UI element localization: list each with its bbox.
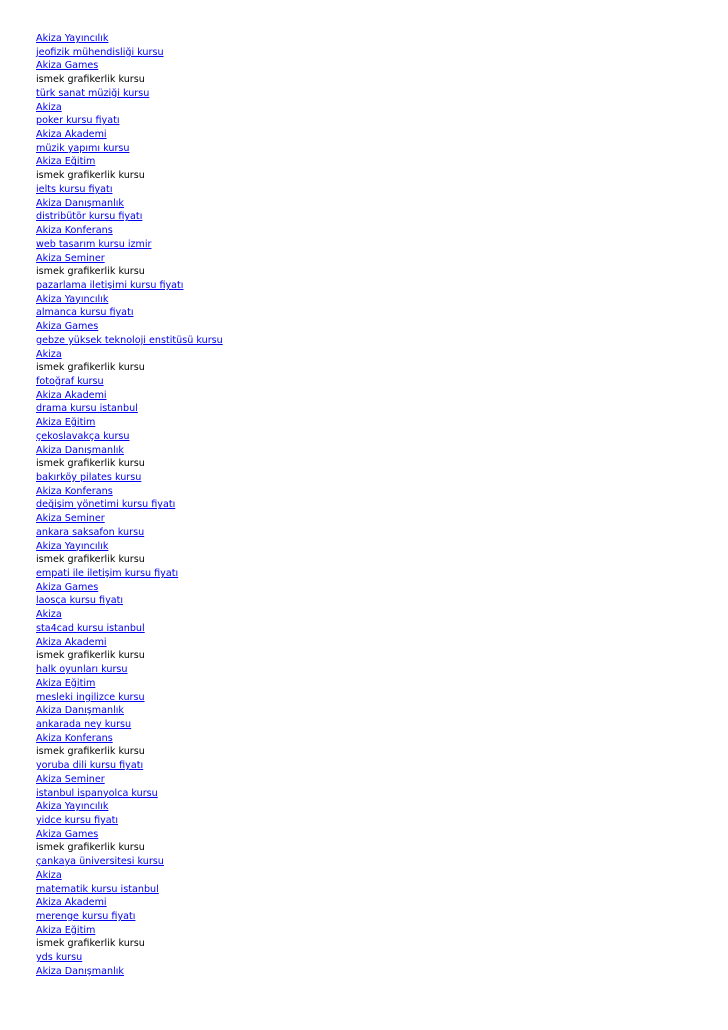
- list-item[interactable]: [36, 855, 728, 869]
- list-item[interactable]: [36, 306, 728, 320]
- list-item: [36, 937, 728, 951]
- list-item-link[interactable]: ankara saksafon kursu: [36, 526, 145, 538]
- list-item-link[interactable]: Akiza Danışmanlık: [36, 705, 124, 717]
- list-item-link[interactable]: Akiza Eğitim: [36, 417, 96, 429]
- list-item[interactable]: [36, 951, 728, 965]
- list-item[interactable]: [36, 416, 728, 430]
- list-item-link[interactable]: değişim yönetimi kursu fiyatı: [36, 499, 176, 511]
- list-item-link[interactable]: fotoğraf kursu: [36, 375, 104, 387]
- list-item-link[interactable]: Akiza Seminer: [36, 252, 105, 264]
- list-item[interactable]: [36, 704, 728, 718]
- list-item: [36, 457, 728, 471]
- list-item-link[interactable]: almanca kursu fiyatı: [36, 307, 134, 319]
- list-item[interactable]: [36, 375, 728, 389]
- list-item[interactable]: [36, 540, 728, 554]
- link-list: [36, 32, 728, 979]
- list-item-link[interactable]: Akiza Danışmanlık: [36, 965, 124, 977]
- list-item[interactable]: [36, 498, 728, 512]
- list-item-link[interactable]: drama kursu istanbul: [36, 403, 138, 415]
- list-item[interactable]: [36, 718, 728, 732]
- list-item-link[interactable]: sta4cad kursu istanbul: [36, 622, 145, 634]
- list-item[interactable]: [36, 567, 728, 581]
- list-item-text: ismek grafikerlik kursu: [36, 362, 145, 374]
- list-item-link[interactable]: Akiza Games: [36, 60, 99, 72]
- list-item[interactable]: [36, 402, 728, 416]
- list-item-text: ismek grafikerlik kursu: [36, 650, 145, 662]
- list-item[interactable]: [36, 293, 728, 307]
- list-item[interactable]: [36, 32, 728, 46]
- list-item-link[interactable]: Akiza Akademi: [36, 389, 107, 401]
- list-item[interactable]: [36, 828, 728, 842]
- list-item-link[interactable]: Akiza Yayıncılık: [36, 801, 109, 813]
- list-item-link[interactable]: poker kursu fiyatı: [36, 115, 120, 127]
- list-item[interactable]: [36, 46, 728, 60]
- list-item-link[interactable]: Akiza Yayıncılık: [36, 293, 109, 305]
- list-item-link[interactable]: jeofizik mühendisliği kursu: [36, 46, 164, 58]
- list-item-link[interactable]: Akiza Eğitim: [36, 677, 96, 689]
- list-item-link[interactable]: Akiza Seminer: [36, 773, 105, 785]
- list-item-link[interactable]: ielts kursu fiyatı: [36, 183, 113, 195]
- list-item[interactable]: [36, 677, 728, 691]
- list-item[interactable]: [36, 896, 728, 910]
- list-item[interactable]: [36, 512, 728, 526]
- list-item[interactable]: [36, 622, 728, 636]
- list-item[interactable]: [36, 608, 728, 622]
- list-item[interactable]: [36, 663, 728, 677]
- list-item: [36, 649, 728, 663]
- list-item-link[interactable]: laosça kursu fiyatı: [36, 595, 124, 607]
- list-item[interactable]: [36, 224, 728, 238]
- list-item[interactable]: [36, 279, 728, 293]
- list-item[interactable]: [36, 965, 728, 979]
- list-item-link[interactable]: yidce kursu fiyatı: [36, 814, 119, 826]
- list-item[interactable]: [36, 114, 728, 128]
- list-item-link[interactable]: gebze yüksek teknoloji enstitüsü kursu: [36, 334, 223, 346]
- list-item[interactable]: [36, 787, 728, 801]
- list-item[interactable]: [36, 128, 728, 142]
- list-item[interactable]: [36, 197, 728, 211]
- list-item-link[interactable]: Akiza Danışmanlık: [36, 197, 124, 209]
- list-item-link[interactable]: Akiza Seminer: [36, 513, 105, 525]
- list-item[interactable]: [36, 142, 728, 156]
- list-item[interactable]: [36, 238, 728, 252]
- list-item-link[interactable]: Akiza: [36, 609, 62, 621]
- list-item-text: ismek grafikerlik kursu: [36, 842, 145, 854]
- list-item[interactable]: [36, 471, 728, 485]
- list-item-link[interactable]: müzik yapımı kursu: [36, 142, 130, 154]
- list-item-link[interactable]: halk oyunları kursu: [36, 664, 128, 676]
- list-item-link[interactable]: Akiza Konferans: [36, 732, 113, 744]
- list-item-link[interactable]: matematik kursu istanbul: [36, 883, 159, 895]
- list-item[interactable]: [36, 252, 728, 266]
- list-item[interactable]: [36, 183, 728, 197]
- list-item-link[interactable]: merenge kursu fiyatı: [36, 911, 136, 922]
- list-item-link[interactable]: distribütör kursu fiyatı: [36, 211, 143, 223]
- list-item: [36, 553, 728, 567]
- list-item[interactable]: [36, 869, 728, 883]
- list-item-link[interactable]: çekoslavakça kursu: [36, 430, 130, 442]
- list-item: [36, 361, 728, 375]
- list-item-link[interactable]: Akiza: [36, 101, 62, 113]
- list-item-link[interactable]: Akiza Konferans: [36, 485, 113, 497]
- list-item-link[interactable]: Akiza Yayıncılık: [36, 540, 109, 552]
- list-item-link[interactable]: Akiza Akademi: [36, 897, 107, 909]
- list-item[interactable]: [36, 691, 728, 705]
- list-item[interactable]: [36, 814, 728, 828]
- list-item-link[interactable]: Akiza: [36, 869, 62, 881]
- list-item[interactable]: [36, 773, 728, 787]
- list-item[interactable]: [36, 430, 728, 444]
- list-item-text: ismek grafikerlik kursu: [36, 74, 145, 86]
- list-item[interactable]: [36, 320, 728, 334]
- list-item: [36, 169, 728, 183]
- list-item: [36, 73, 728, 87]
- list-item-link[interactable]: Akiza Akademi: [36, 129, 107, 141]
- list-item-link[interactable]: Akiza Akademi: [36, 636, 107, 648]
- list-item-link[interactable]: bakırköy pilates kursu: [36, 472, 142, 483]
- list-item-link[interactable]: Akiza Yayıncılık: [36, 33, 109, 44]
- list-item-link[interactable]: mesleki ingilizce kursu: [36, 691, 145, 703]
- list-item: [36, 841, 728, 855]
- list-item[interactable]: [36, 348, 728, 362]
- list-item[interactable]: [36, 526, 728, 540]
- list-item-link[interactable]: Akiza Games: [36, 581, 99, 593]
- list-item-link[interactable]: Akiza Eğitim: [36, 924, 96, 936]
- list-item-text: ismek grafikerlik kursu: [36, 554, 145, 566]
- list-item[interactable]: [36, 155, 728, 169]
- list-item[interactable]: [36, 210, 728, 224]
- list-item[interactable]: [36, 389, 728, 403]
- list-item[interactable]: [36, 594, 728, 608]
- list-item-text: ismek grafikerlik kursu: [36, 170, 145, 182]
- list-item-link[interactable]: ankarada ney kursu: [36, 718, 132, 730]
- list-item[interactable]: [36, 732, 728, 746]
- list-item-link[interactable]: yoruba dili kursu fiyatı: [36, 760, 144, 772]
- list-item-link[interactable]: Akiza: [36, 348, 62, 360]
- list-item-text: ismek grafikerlik kursu: [36, 266, 145, 278]
- list-item-link[interactable]: Akiza Games: [36, 828, 99, 840]
- list-item-link[interactable]: yds kursu: [36, 952, 83, 964]
- list-item: [36, 745, 728, 759]
- list-item-link[interactable]: Akiza Danışmanlık: [36, 444, 124, 456]
- list-item-link[interactable]: türk sanat müziği kursu: [36, 87, 150, 99]
- list-item[interactable]: [36, 759, 728, 773]
- list-item[interactable]: [36, 581, 728, 595]
- list-item-link[interactable]: Akiza Eğitim: [36, 156, 96, 168]
- list-item[interactable]: [36, 87, 728, 101]
- list-item[interactable]: [36, 800, 728, 814]
- list-item-link[interactable]: Akiza Konferans: [36, 225, 113, 237]
- list-item[interactable]: [36, 59, 728, 73]
- list-item-text: ismek grafikerlik kursu: [36, 938, 145, 950]
- list-item-link[interactable]: Akiza Games: [36, 321, 99, 333]
- list-item[interactable]: [36, 101, 728, 115]
- list-item: [36, 265, 728, 279]
- list-item[interactable]: [36, 910, 728, 924]
- list-item[interactable]: [36, 444, 728, 458]
- list-item[interactable]: [36, 636, 728, 650]
- list-item[interactable]: [36, 334, 728, 348]
- list-item[interactable]: [36, 924, 728, 938]
- list-item-link[interactable]: çankaya üniversitesi kursu: [36, 856, 164, 868]
- list-item-link[interactable]: istanbul ispanyolca kursu: [36, 787, 158, 799]
- list-item-text: ismek grafikerlik kursu: [36, 458, 145, 470]
- list-item-link[interactable]: pazarlama iletişimi kursu fiyatı: [36, 279, 184, 291]
- list-item-text: ismek grafikerlik kursu: [36, 746, 145, 758]
- list-item[interactable]: [36, 485, 728, 499]
- list-item[interactable]: [36, 883, 728, 897]
- list-item-link[interactable]: web tasarım kursu izmir: [36, 238, 152, 250]
- list-item-link[interactable]: empati ile iletişim kursu fiyatı: [36, 568, 179, 580]
